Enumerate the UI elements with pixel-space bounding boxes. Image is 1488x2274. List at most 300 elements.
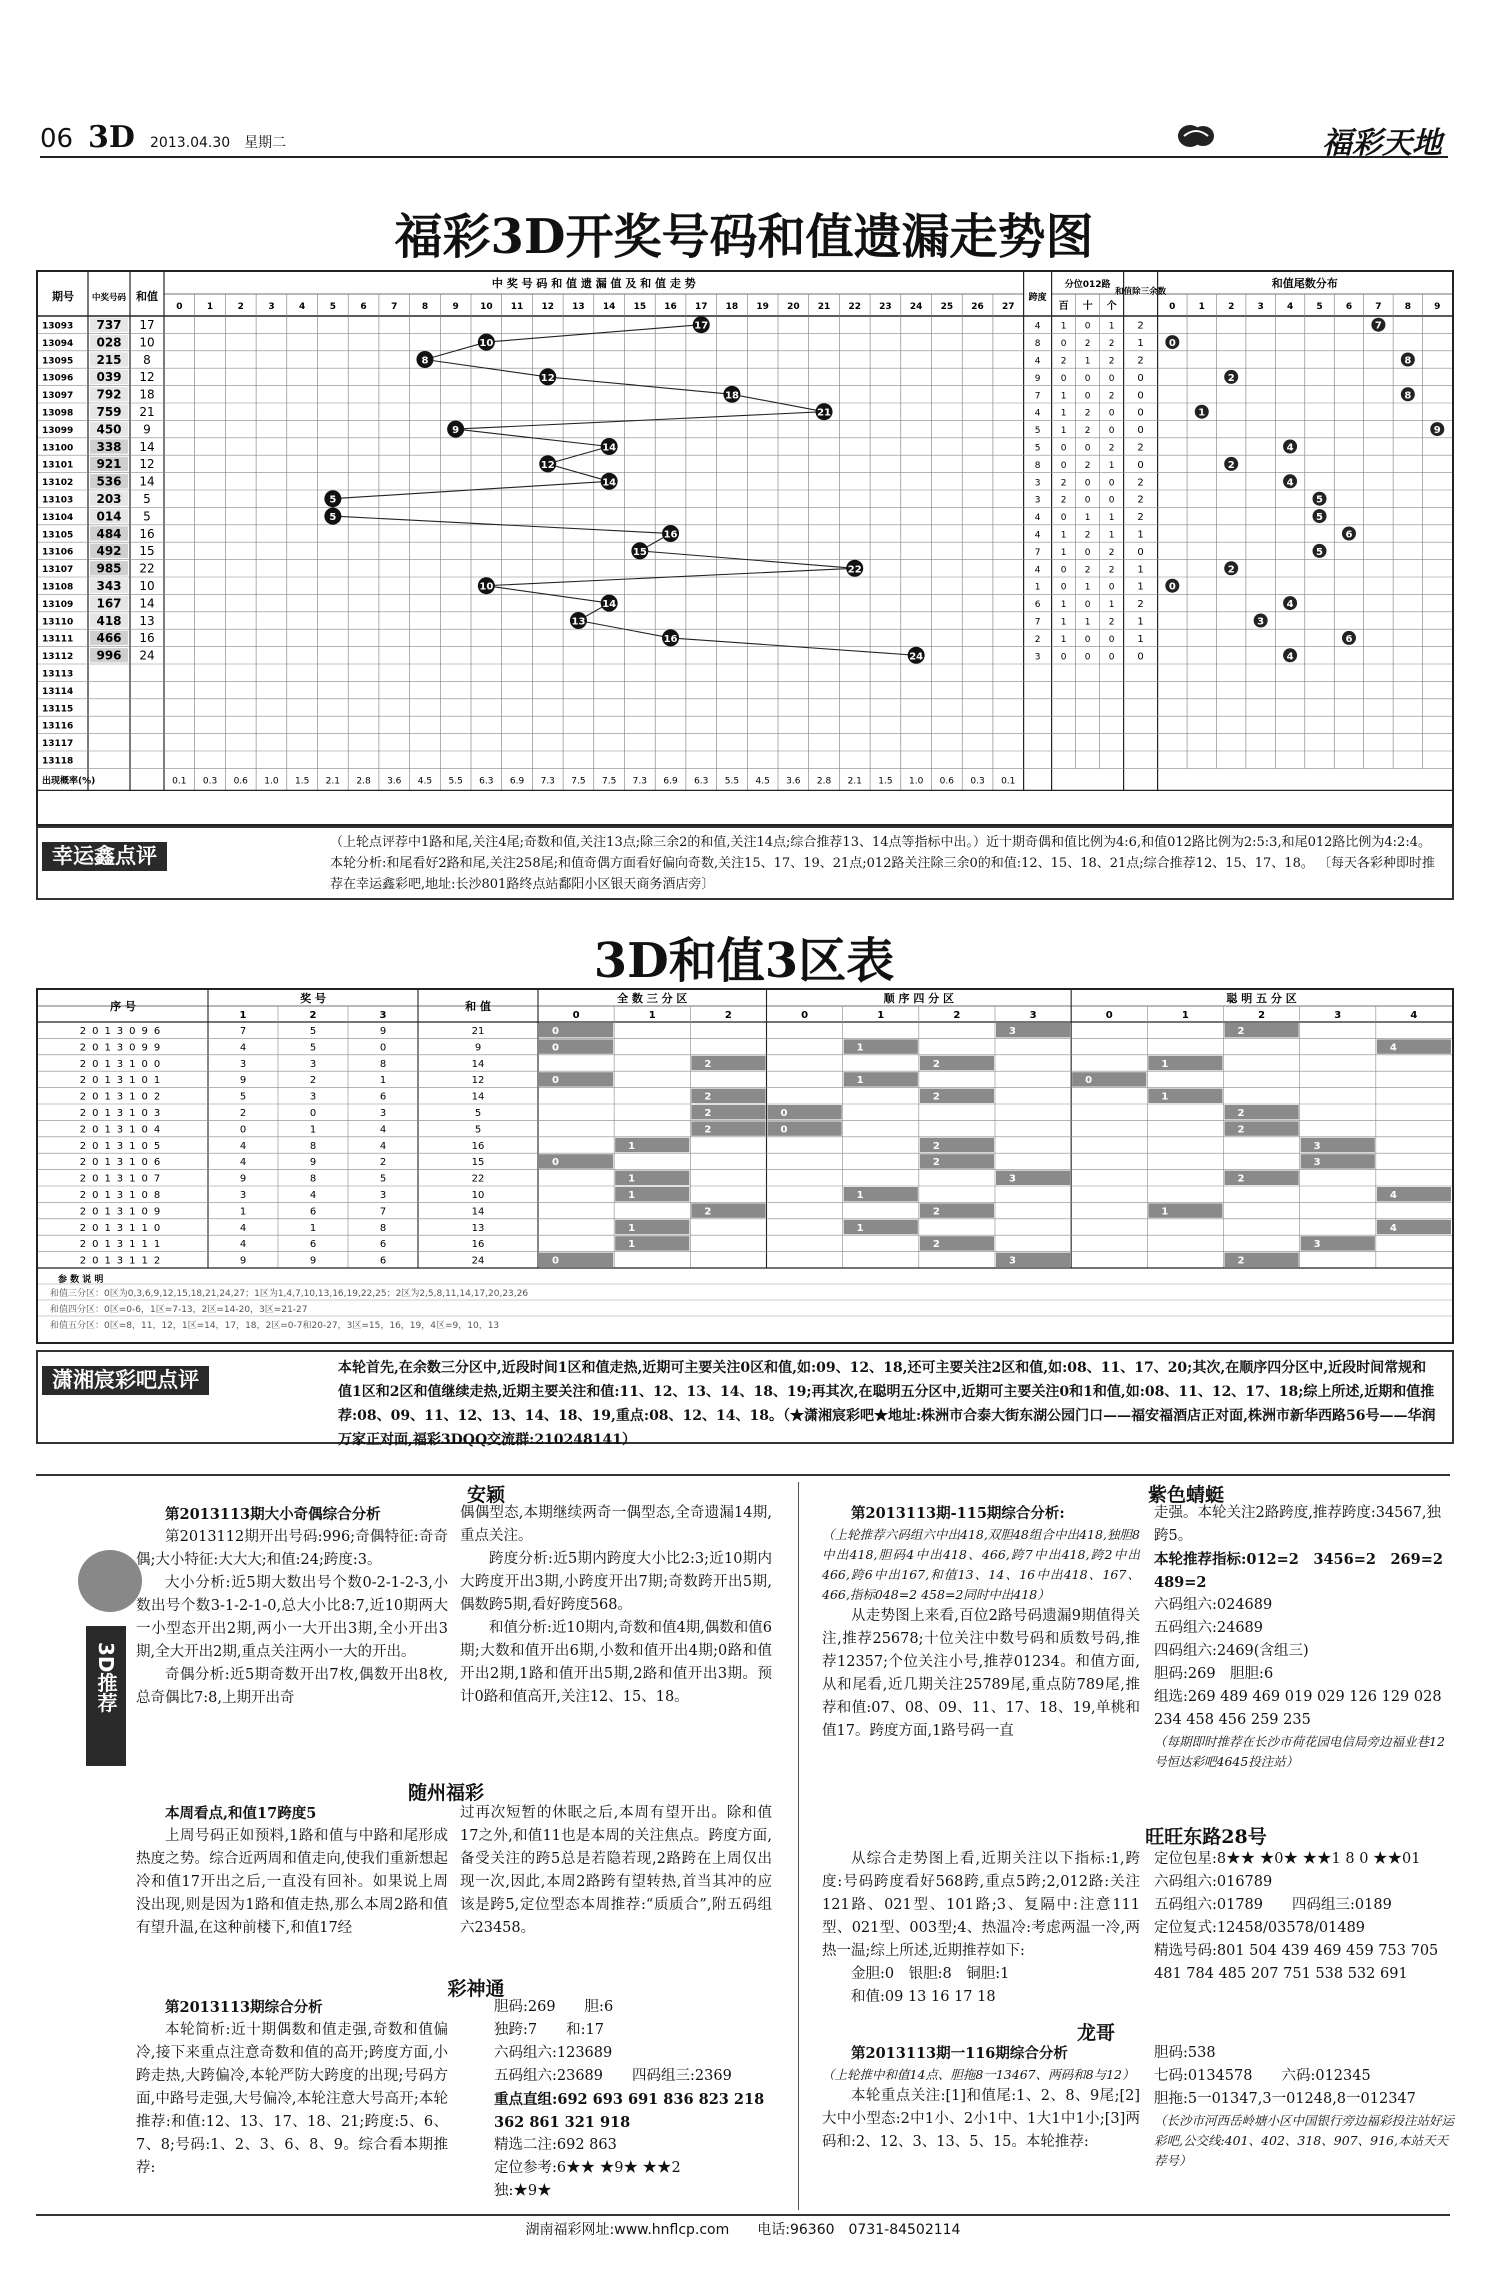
zone-hit-label: 3 — [1009, 1026, 1016, 1037]
prob-value: 3.6 — [387, 776, 402, 787]
sum-col-label: 4 — [299, 302, 306, 312]
period-label: 13102 — [42, 478, 74, 489]
road-value: 0 — [1108, 426, 1115, 437]
road-value: 1 — [1060, 321, 1067, 332]
sum-marker-label: 15 — [632, 546, 647, 558]
road-value: 0 — [1084, 547, 1091, 558]
row-digit: 4 — [239, 1140, 247, 1152]
zone-hit-label: 1 — [628, 1140, 636, 1152]
span-value: 3 — [1034, 478, 1041, 489]
tail-marker-label: 7 — [1374, 320, 1382, 332]
row-digit: 4 — [379, 1140, 387, 1152]
road-value: 2 — [1108, 617, 1115, 628]
article-wangwang-name: 旺旺东路28号 — [1145, 1826, 1267, 1848]
tail-marker-label: 2 — [1227, 459, 1235, 471]
row-sum: 10 — [471, 1190, 485, 1201]
zone-hit-cell — [920, 1089, 994, 1103]
row-digit: 9 — [239, 1173, 247, 1185]
row-sum: 14 — [471, 1206, 485, 1218]
period-label: 13118 — [42, 756, 74, 767]
zone-hit-label: 1 — [628, 1239, 636, 1251]
road-value: 2 — [1084, 408, 1091, 419]
zone-hit-label: 0 — [1085, 1075, 1093, 1087]
row-digit: 5 — [379, 1173, 387, 1185]
prob-value: 4.5 — [417, 776, 433, 787]
road-value: 1 — [1084, 356, 1091, 367]
sum-value: 18 — [139, 387, 155, 402]
road-value: 2 — [1084, 565, 1091, 576]
xiaoxiang-comment-text: 本轮首先,在余数三分区中,近段时间1区和值走热,近期可主要关注0区和值,如:09、12、18,还可主要关注2区和值,如:08、11、17、20;其次,在顺序四分区中,近段时间常规和值1区和2区和值继续走热,近期主要关注和值:11、12、13、14、18、19;再其次,在聪明五分区中,近期可主要关注0和1和值,如:08、11、12、17、18;综上所述,近期和值推荐:08、09、11、12、13、14、18、19,重点:08、12、14、18。（★潇湘宸彩吧★地址:株洲市合泰大街东湖公园门口——福安福酒店正对面,株洲市新华西路56号——华润万家正对面,福彩3DQQ交流群:210248141） — [338, 1360, 1436, 1448]
prob-value: 0.6 — [939, 776, 955, 787]
prob-value: 7.5 — [571, 776, 586, 787]
sum-value: 9 — [143, 422, 151, 437]
tail-marker-label: 5 — [1316, 494, 1324, 506]
road-value: 0 — [1084, 652, 1091, 663]
road-value: 1 — [1060, 617, 1067, 628]
prob-value: 2.1 — [325, 776, 341, 787]
row-digit: 4 — [309, 1190, 317, 1201]
road-value: 2 — [1060, 495, 1067, 506]
zone-hit-cell — [1072, 1072, 1146, 1086]
road-value: 0 — [1060, 582, 1067, 593]
sum-value: 5 — [143, 492, 151, 506]
zone2-col-label: 2 — [953, 1010, 961, 1021]
sum-col-label: 3 — [268, 302, 275, 312]
zone-hit-label: 0 — [780, 1108, 788, 1119]
period-label: 13100 — [42, 443, 74, 454]
tail-col-label: 7 — [1375, 302, 1382, 312]
period-label: 13115 — [42, 704, 74, 715]
zone-hit-cell — [615, 1236, 689, 1250]
winning-number: 338 — [96, 439, 122, 454]
zone-hit-label: 3 — [1009, 1173, 1016, 1185]
lucky-comment-box — [36, 826, 1454, 900]
span-value: 7 — [1034, 547, 1041, 558]
column-divider — [798, 1482, 799, 2210]
article-suizhou-left: 本周看点,和值17跨度5 上周号码正如预料,1路和值与中路和尾形成热度之势。综合近两周和值走向,使我们重新想起冷和值17开出之后,一直没有回补。如果说上周没出现,则是因为1路和值走热,那么本周2路和值有望升温,在这种前楼下,和值17经 — [136, 1805, 448, 1936]
sum-marker-label: 22 — [847, 564, 862, 576]
row-digit: 5 — [239, 1091, 247, 1103]
zone-hit-cell — [539, 1072, 613, 1086]
article-anying-right: 偶偶型态,本期继续两奇一偶型态,全奇遗漏14期,重点关注。 跨度分析:近5期内跨度大小比2:3;近10期内大跨度开出3期,小跨度开出7期;奇数跨开出5期,偶数跨5期,看好跨度568。 和值分析:近10期内,奇数和值4期,偶数和值6期;大数和值开出6期,小数和值开出4期;0路和值开出2期,1路和值开出5期,2路和值开出3期。预计0路和值高开,关注12、15、18。 — [460, 1505, 773, 1705]
row-digit: 9 — [239, 1255, 247, 1267]
sum-col-label: 17 — [694, 302, 708, 312]
zone-hit-label: 2 — [1237, 1124, 1245, 1136]
period-label: 13114 — [42, 686, 74, 697]
period-label: 13098 — [42, 408, 74, 419]
chart2-title: 3D和值3区表 — [593, 933, 895, 989]
zone-hit-label: 1 — [628, 1173, 636, 1185]
page-header — [40, 118, 1448, 161]
tail-marker-label: 0 — [1168, 581, 1176, 593]
winning-number: 418 — [96, 613, 122, 628]
row-period: 2013096 — [79, 1026, 167, 1037]
tail-marker-label: 2 — [1227, 372, 1235, 384]
prob-value: 6.9 — [663, 776, 678, 787]
road-value: 2 — [1084, 530, 1091, 541]
zone-hit-cell — [1377, 1220, 1451, 1234]
hdr-main: 中 奖 号 码 和 值 遗 漏 值 及 和 值 走 势 — [491, 277, 696, 290]
zone-hit-cell — [920, 1056, 994, 1070]
span-value: 4 — [1034, 530, 1041, 541]
span-value: 7 — [1034, 391, 1041, 402]
tail-col-label: 3 — [1257, 302, 1264, 312]
zone-hit-cell — [615, 1138, 689, 1152]
lucky-comment-text: （上轮点评荐中1路和尾,关注4尾;奇数和值,关注13点;除三余2的和值,关注14点;综合推荐13、14点等指标中出。）近十期奇偶和值比例为4:6,和值012路比例为2:5:3,和尾012路比例为4:2:4。本轮分析:和尾看好2路和尾,关注258尾;和值奇偶方面看好偏向奇数,关注15、17、19、21点;012路关注除三余0的和值:12、15、18、21点;综合推荐12、15、17、18。 — [330, 835, 1431, 871]
zone-hit-label: 0 — [552, 1026, 559, 1037]
articles-area — [36, 1474, 1458, 2216]
zone-hit-label: 3 — [1313, 1239, 1321, 1251]
sum-marker-label: 10 — [479, 581, 494, 593]
zone-hit-label: 1 — [1161, 1058, 1169, 1070]
row-period: 2013108 — [79, 1190, 167, 1201]
sum-col-label: 16 — [664, 302, 677, 312]
brand-name: 福彩天地 — [1322, 126, 1442, 161]
mod3-value: 1 — [1137, 564, 1144, 576]
sum-value: 22 — [139, 561, 155, 576]
row-digit: 4 — [239, 1222, 247, 1234]
zone2-col-label: 0 — [801, 1010, 809, 1021]
zone2-col-label: 3 — [1029, 1010, 1037, 1021]
mod3-value: 1 — [1137, 338, 1144, 350]
row-sum: 15 — [471, 1157, 485, 1169]
sum-marker-label: 5 — [329, 512, 337, 524]
road-value: 1 — [1060, 426, 1067, 437]
prob-value: 0.1 — [1001, 776, 1016, 787]
zone-hit-cell — [768, 1121, 842, 1135]
road-value: 0 — [1060, 652, 1067, 663]
span-value: 4 — [1034, 408, 1041, 419]
prob-value: 3.6 — [786, 776, 801, 787]
article-anying-head: 第2013113期大小奇偶综合分析 — [165, 1506, 381, 1523]
mod3-value: 1 — [1137, 633, 1144, 645]
period-label: 13103 — [42, 495, 74, 506]
sum-marker-label: 14 — [602, 599, 617, 611]
sum-marker-label: 21 — [817, 407, 832, 419]
zone-hit-label: 2 — [932, 1140, 940, 1152]
tail-marker-label: 8 — [1404, 355, 1412, 367]
lucky-comment-address: 〔每天各彩种即时推荐在幸运鑫彩吧,地址:长沙801路终点站鄱阳小区银天商务酒店旁〕 — [330, 856, 1435, 892]
row-digit: 0 — [309, 1108, 317, 1119]
mod3-value: 2 — [1137, 599, 1144, 611]
hdr-zone3: 聪 明 五 分 区 — [1226, 992, 1297, 1005]
zone-hit-label: 2 — [932, 1206, 940, 1218]
sum-col-label: 21 — [817, 302, 831, 312]
row-digit: 0 — [379, 1042, 387, 1054]
hdr-tail: 和值尾数分布 — [1271, 277, 1338, 290]
sum-marker-label: 24 — [909, 651, 924, 663]
zone-hit-cell — [615, 1171, 689, 1185]
hdr-num: 奖 号 — [300, 992, 326, 1005]
trend-chart-grid — [38, 272, 1452, 824]
zone1-col-label: 0 — [572, 1010, 580, 1021]
zone-hit-label: 0 — [552, 1157, 559, 1169]
sum-value: 14 — [139, 474, 155, 489]
row-period: 2013112 — [79, 1255, 167, 1267]
zone-hit-label: 2 — [1237, 1108, 1245, 1119]
sum-marker-label: 14 — [602, 442, 617, 454]
zone-hit-label: 2 — [704, 1058, 712, 1070]
road-value: 0 — [1060, 460, 1067, 471]
row-digit: 7 — [239, 1026, 247, 1037]
span-value: 4 — [1034, 321, 1041, 332]
zone-hit-label: 2 — [1237, 1026, 1245, 1037]
zone-hit-cell — [844, 1072, 918, 1086]
zone-hit-label: 1 — [628, 1222, 636, 1234]
row-period: 2013111 — [79, 1239, 167, 1251]
zone-hit-cell — [539, 1039, 613, 1053]
road-value: 2 — [1060, 356, 1067, 367]
zone3-col-label: 2 — [1258, 1010, 1266, 1021]
row-sum: 16 — [471, 1239, 485, 1251]
hdr-sum: 和 值 — [465, 1000, 491, 1013]
road-value: 2 — [1108, 547, 1115, 558]
sum-value: 8 — [143, 352, 151, 367]
row-sum: 9 — [474, 1042, 482, 1054]
sum-col-label: 25 — [940, 302, 954, 312]
sum-col-label: 0 — [176, 302, 183, 312]
article-zise-right: 走强。本轮关注2路跨度,推荐跨度:34567,独跨5。 本轮推荐指标:012=2 3456=2 269=2 489=2 六码组六:024689 五码组六:24689 四码组六:2469(含组三) 胆码:269 胆胆:6 组选:269 489 469 019 029 126 129 028 234 458 456 259 235 （每期即时推荐在长沙市荷花园电信局旁边福业巷12号恒达彩吧4645投注站） — [1154, 1505, 1458, 1769]
trend-chart — [36, 270, 1454, 826]
row-digit: 9 — [239, 1075, 247, 1087]
hdr-period: 期号 — [52, 290, 74, 303]
road-value: 0 — [1060, 565, 1067, 576]
period-label: 13110 — [42, 617, 74, 628]
page-number: 06 — [40, 124, 74, 154]
period-label: 13109 — [42, 599, 74, 610]
tail-col-label: 8 — [1404, 302, 1411, 312]
row-sum: 12 — [471, 1075, 485, 1087]
zone-hit-cell — [1148, 1203, 1222, 1217]
zone-hit-cell — [691, 1089, 765, 1103]
zone-hit-label: 1 — [628, 1190, 636, 1201]
zone-hit-cell — [1225, 1023, 1299, 1037]
prob-label: 出现概率(%) — [42, 776, 96, 787]
row-period: 2013103 — [79, 1108, 167, 1119]
row-period: 2013107 — [79, 1173, 167, 1185]
sum-col-label: 10 — [480, 302, 493, 312]
zone-table — [36, 988, 1454, 1344]
road-value: 1 — [1108, 600, 1115, 611]
sum-value: 16 — [139, 631, 155, 646]
road-value: 0 — [1060, 513, 1067, 524]
prob-value: 7.3 — [540, 776, 555, 787]
winning-number: 792 — [96, 387, 122, 402]
zone-hit-cell — [1225, 1253, 1299, 1267]
zone-hit-label: 2 — [932, 1157, 940, 1169]
row-period: 2013104 — [79, 1124, 167, 1136]
road-value: 2 — [1084, 460, 1091, 471]
span-value: 8 — [1034, 339, 1041, 350]
zone-hit-label: 3 — [1009, 1255, 1016, 1267]
sum-col-label: 22 — [848, 302, 862, 312]
sum-col-label: 2 — [237, 302, 244, 312]
row-sum: 5 — [474, 1108, 482, 1119]
mod3-value: 2 — [1137, 512, 1144, 524]
tail-marker-label: 2 — [1227, 564, 1235, 576]
row-digit: 3 — [379, 1190, 387, 1201]
span-value: 3 — [1034, 652, 1041, 663]
article-caishentong-name: 彩神通 — [447, 1978, 505, 2000]
row-digit: 3 — [309, 1091, 317, 1103]
hdr-sum: 和值 — [136, 290, 158, 303]
xiaoxiang-comment-box — [36, 1350, 1454, 1448]
tail-marker-label: 8 — [1404, 390, 1412, 402]
article-longge-right: 胆码:538 七码:0134578 六码:012345 胆拖:5一01347,3一01248,8一012347 （长沙市河西岳岭塘小区中国银行旁边福彩投注站好运彩吧,公交线:401、402、318、907、916,本站天天荐号） — [1154, 2045, 1455, 2168]
sum-col-label: 27 — [1001, 302, 1015, 312]
sum-value: 10 — [139, 335, 155, 350]
road-value: 0 — [1108, 373, 1115, 384]
sum-value: 14 — [139, 596, 155, 611]
mascot-image — [78, 1550, 142, 1612]
road-value: 0 — [1084, 478, 1091, 489]
row-digit: 5 — [309, 1042, 317, 1054]
road-value: 0 — [1108, 408, 1115, 419]
period-label: 13104 — [42, 512, 74, 523]
winning-number: 996 — [96, 648, 122, 663]
sum-value: 10 — [139, 579, 155, 593]
sum-col-label: 1 — [206, 302, 214, 312]
road-value: 1 — [1108, 530, 1115, 541]
zone-hit-label: 2 — [704, 1091, 712, 1103]
prob-value: 6.3 — [694, 776, 709, 787]
road-value: 0 — [1108, 652, 1115, 663]
tail-col-label: 5 — [1316, 302, 1323, 312]
zone3-col-label: 1 — [1181, 1010, 1189, 1021]
zone-hit-label: 4 — [1389, 1042, 1397, 1054]
road-value: 0 — [1060, 339, 1067, 350]
zone-hit-cell — [691, 1056, 765, 1070]
prob-value: 2.8 — [816, 776, 832, 787]
zone3-col-label: 3 — [1334, 1010, 1342, 1021]
span-value: 7 — [1034, 617, 1041, 628]
row-digit: 8 — [379, 1058, 387, 1070]
road-value: 2 — [1108, 391, 1115, 402]
row-sum: 21 — [471, 1026, 485, 1037]
zone-hit-cell — [844, 1220, 918, 1234]
zone-hit-cell — [768, 1105, 842, 1119]
tail-col-label: 6 — [1345, 302, 1353, 312]
lucky-comment-label: 幸运鑫点评 — [42, 842, 167, 871]
road-value: 1 — [1108, 460, 1115, 471]
row-digit: 9 — [309, 1255, 317, 1267]
row-digit: 9 — [309, 1157, 317, 1169]
tail-marker-label: 5 — [1316, 512, 1324, 524]
mod3-value: 0 — [1137, 651, 1144, 663]
road-value: 1 — [1060, 530, 1067, 541]
mod3-value: 2 — [1137, 320, 1144, 332]
tail-marker-label: 4 — [1286, 599, 1294, 611]
row-digit: 2 — [309, 1075, 317, 1087]
zone-hit-label: 4 — [1389, 1190, 1397, 1201]
span-value: 4 — [1034, 356, 1041, 367]
zone-hit-cell — [920, 1138, 994, 1152]
prob-value: 0.6 — [233, 776, 248, 787]
zone-hit-cell — [920, 1203, 994, 1217]
period-label: 13106 — [42, 547, 74, 558]
zone-hit-label: 1 — [856, 1222, 864, 1234]
row-digit: 3 — [309, 1058, 317, 1070]
span-value: 3 — [1034, 495, 1041, 506]
row-digit: 3 — [239, 1058, 247, 1070]
prob-value: 1.0 — [264, 776, 279, 787]
road-value: 2 — [1108, 356, 1115, 367]
road-value: 1 — [1060, 547, 1067, 558]
mod3-value: 0 — [1137, 459, 1144, 471]
row-sum: 24 — [471, 1255, 485, 1267]
road-value: 0 — [1060, 373, 1067, 384]
prob-value: 1.0 — [908, 776, 924, 787]
row-digit: 1 — [309, 1222, 317, 1234]
winning-number: 466 — [96, 631, 122, 646]
row-period: 2013106 — [79, 1157, 167, 1169]
mod3-value: 1 — [1137, 581, 1144, 593]
zone-hit-cell — [691, 1105, 765, 1119]
sum-col-label: 12 — [541, 302, 555, 312]
hdr-road-sub: 百 — [1058, 301, 1069, 312]
road-value: 2 — [1084, 339, 1091, 350]
winning-number: 203 — [96, 492, 122, 506]
winning-number: 167 — [96, 596, 122, 611]
xiaoxiang-comment-label: 潇湘宸彩吧点评 — [42, 1366, 209, 1395]
zone-hit-label: 0 — [552, 1075, 559, 1087]
hdr-period: 序 号 — [110, 1000, 136, 1013]
row-digit: 1 — [379, 1075, 387, 1087]
road-value: 0 — [1108, 478, 1115, 489]
row-digit: 3 — [379, 1108, 387, 1119]
winning-number: 484 — [96, 526, 122, 541]
zone-hit-cell — [1148, 1056, 1222, 1070]
row-digit: 8 — [309, 1140, 317, 1152]
period-label: 13105 — [42, 530, 74, 541]
row-digit: 4 — [239, 1239, 247, 1251]
article-suizhou-right: 过再次短暂的休眠之后,本周有望开出。除和值17之外,和值11也是本周的关注焦点。跨度方面,备受关注的跨5总是若隐若现,2路跨在上周仅出现一次,因此,本周2路跨有望转热,首当其冲的应该是跨5,定位型态本周推荐:“质质合”,附五码组六23458。 — [460, 1805, 772, 1936]
period-label: 13093 — [42, 321, 74, 332]
road-value: 0 — [1084, 634, 1091, 645]
zone1-col-label: 2 — [724, 1010, 732, 1021]
zone-hit-cell — [1301, 1154, 1375, 1168]
zone-hit-cell — [996, 1171, 1070, 1185]
winning-number: 028 — [96, 335, 122, 350]
sum-col-label: 8 — [421, 302, 429, 312]
zone-table-grid — [38, 990, 1452, 1342]
period-label: 13095 — [42, 356, 74, 367]
road-value: 1 — [1108, 513, 1115, 524]
sum-value: 12 — [139, 457, 155, 472]
period-label: 13107 — [42, 565, 74, 576]
sum-marker-label: 12 — [540, 372, 555, 384]
zone-hit-cell — [1377, 1039, 1451, 1053]
sum-value: 17 — [139, 318, 155, 332]
hdr-span: 跨度 — [1028, 293, 1047, 303]
road-value: 0 — [1108, 634, 1115, 645]
row-period: 2013105 — [79, 1140, 167, 1152]
zone-hit-cell — [920, 1154, 994, 1168]
row-period: 2013109 — [79, 1206, 167, 1218]
zone2-col-label: 1 — [877, 1010, 885, 1021]
mod3-value: 0 — [1137, 425, 1144, 437]
road-value: 0 — [1084, 391, 1091, 402]
zone-hit-cell — [844, 1187, 918, 1201]
article-anying-left: 第2013113期大小奇偶综合分析 第2013112期开出号码:996;奇偶特征:奇奇偶;大小特征:大大大;和值:24;跨度:3。 大小分析:近5期大数出号个数0-2-1-2-3,小数出号个数3-1-2-1-0,总大小比8:7,近10期两大一小型态开出2期,两小一大开出3期,全小开出3期,全大开出2期,重点关注两小一大的开出。 奇偶分析:近5期奇数开出7枚,偶数开出8枚,总奇偶比7:8,上期开出奇 — [136, 1476, 448, 1710]
span-value: 1 — [1034, 582, 1041, 593]
period-label: 13113 — [42, 669, 74, 680]
sum-marker-label: 9 — [452, 425, 460, 437]
row-digit: 1 — [309, 1124, 317, 1136]
zone-hit-cell — [1225, 1121, 1299, 1135]
sum-marker-label: 8 — [421, 355, 429, 367]
hdr-mod3: 和值除三余数 — [1115, 287, 1167, 297]
